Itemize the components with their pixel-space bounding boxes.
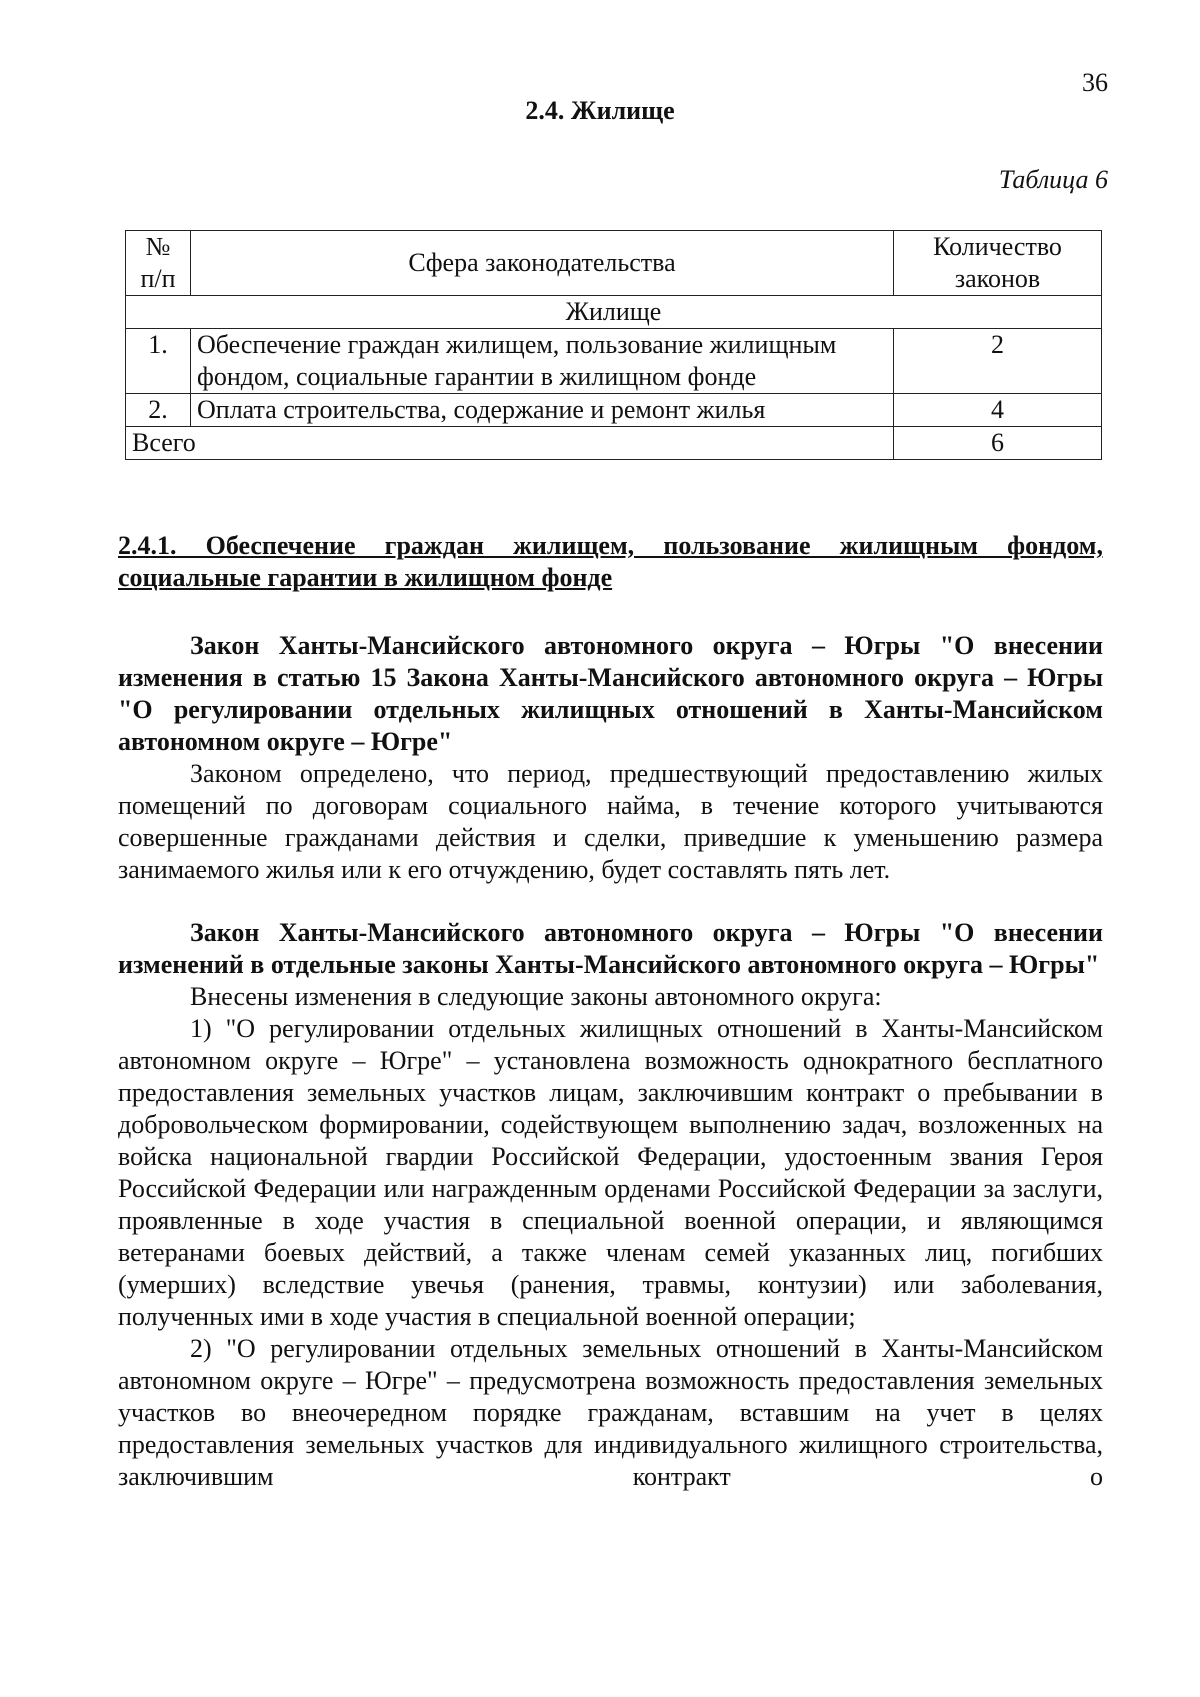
row-count: 2 <box>894 329 1102 394</box>
page-number: 36 <box>1082 68 1108 97</box>
law-paragraph: Законом определено, что период, предшествующий предоставлению жилых помещений по договорам социального найма, в течение которого учитываются совершенные гражданами действия и сделки, приведшие к уменьшению размера занимаемого жилья или к его отчуждению, будет составлять пять лет. <box>118 759 1103 884</box>
law-paragraph: 1) "О регулировании отдельных жилищных отношений в Ханты-Мансийском автономном округе – Югре" – установлена возможность однократного бесплатного предоставления земельных участков лицам, заключившим контракт о пребывании в добровольческом формировании, содействующем выполнению задач, возложенных на войска национальной гвардии Российской Федерации, удостоенным звания Героя Российской Федерации или награжденным орденами Российской Федерации за заслуги, проявленные в ходе участия в специальной военной операции, и являющимся ветеранами боевых действий, а также членам семей указанных лиц, погибших (умерших) вследствие увечья (ранения, травмы, контузии) или заболевания, полученных ими в ходе участия в специальной военной операции; <box>118 1014 1103 1331</box>
law-block <box>118 917 1103 1493</box>
table-total-row <box>126 427 1102 460</box>
laws-count-table <box>125 230 1102 460</box>
table-section-row <box>126 296 1102 329</box>
header-num: № п/п <box>126 231 191 296</box>
table-header-row <box>126 231 1102 296</box>
law-title: Закон Ханты-Мансийского автономного округа – Югры "О внесении изменений в отдельные законы Ханты-Мансийского автономного округа – Югры" <box>118 918 1103 979</box>
table-row <box>126 329 1102 394</box>
total-label: Всего <box>126 427 894 460</box>
row-sphere: Обеспечение граждан жилищем, пользование жилищным фондом, социальные гарантии в жилищном фонде <box>191 329 894 394</box>
row-num: 1. <box>126 329 191 394</box>
row-count: 4 <box>894 394 1102 427</box>
section-row-label: Жилище <box>126 296 1102 329</box>
total-value: 6 <box>894 427 1102 460</box>
table-caption: Таблица 6 <box>998 165 1108 194</box>
table-row <box>126 394 1102 427</box>
row-num: 2. <box>126 394 191 427</box>
subsection-title: 2.4.1. Обеспечение граждан жилищем, пользование жилищным фондом, социальные гарантии в жилищном фонде <box>118 531 1103 592</box>
header-sphere: Сфера законодательства <box>191 231 894 296</box>
row-sphere: Оплата строительства, содержание и ремонт жилья <box>191 394 894 427</box>
law-block <box>118 630 1103 886</box>
law-paragraph: Внесены изменения в следующие законы автономного округа: <box>190 982 882 1011</box>
header-count: Количество законов <box>894 231 1102 296</box>
law-paragraph: 2) "О регулировании отдельных земельных отношений в Ханты-Мансийском автономном округе – Югре" – предусмотрена возможность предоставления земельных участков во внеочередном порядке гражданам, вставшим на учет в целях предоставления земельных участков для индивидуального жилищного строительства, заключившим контракт о <box>118 1334 1103 1491</box>
law-title: Закон Ханты-Мансийского автономного округа – Югры "О внесении изменения в статью 15 Закона Ханты-Мансийского автономного округа – Югры "О регулировании отдельных жилищных отношений в Ханты-Мансийском автономном округе – Югре" <box>118 631 1103 756</box>
section-title: 2.4. Жилище <box>525 96 675 125</box>
